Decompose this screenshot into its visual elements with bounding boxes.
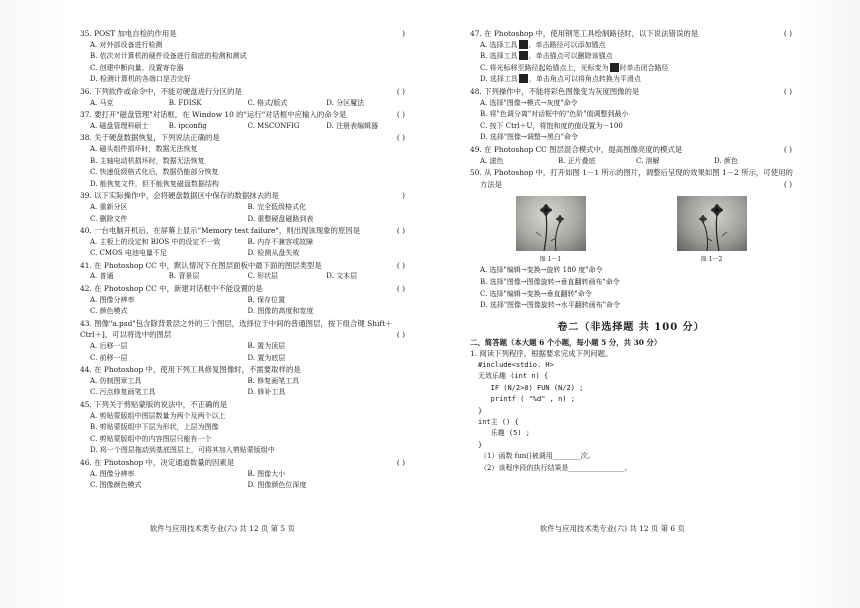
question-40: 40. 一台电脑开机后，在屏幕上显示"Memory test failure"，则出现该现象的原因是 ( ) [80, 226, 405, 236]
option: B. 背景层 [168, 272, 200, 281]
option: A. 对外部设备进行检测 [90, 40, 163, 49]
figure-1-1: 图 1－1 [516, 196, 586, 263]
option: A. 马克 [90, 98, 114, 107]
option: C. 格式/版式 [247, 98, 288, 107]
pen-close-cursor-icon [610, 63, 619, 72]
option: B. 置为顶层 [247, 342, 286, 351]
option: C. CMOS 电池电量不足 [90, 249, 167, 258]
option: A. 滤色 [480, 156, 504, 165]
options-row [80, 469, 405, 481]
option: A. 选择"编辑→变换→旋转 180 度"命令 [480, 266, 603, 275]
option: A. 重新分区 [90, 202, 128, 211]
question-49: 49. 在 Photoshop CC 图层混合模式中，提高图像亮度的模式是 ( ) [470, 144, 792, 154]
options-row [80, 98, 405, 110]
question-50-cont: 方法是 ( ) [480, 179, 792, 189]
question-38: 38. 关于硬盘数据恢复，下列说法正确的是 ( ) [80, 133, 405, 143]
option: A. 剪贴蒙版组中图层数量为两个及两个以上 [90, 411, 226, 420]
part-heading: 二、简答题（本大题 6 个小题，每小题 5 分，共 30 分） [470, 337, 662, 347]
question-45: 45. 下列关于剪贴蒙版的说法中，不正确的是 [80, 400, 228, 409]
option: C. 颜色模式 [90, 307, 128, 316]
option: B. ipconfig [168, 121, 207, 130]
sub-question-2: （2）该程序段的执行结果是________________。 [480, 463, 632, 472]
option: D. 图像颜色位深度 [247, 481, 307, 490]
option: A. 图像分辨率 [90, 295, 135, 304]
option: B. 剪贴蒙版组中下层为形状，上层为图像 [90, 423, 219, 432]
page-footer-right: 软件与应用技术类专业(六) 共 12 页 第 6 页 [540, 524, 685, 533]
options-row [80, 237, 405, 249]
option: C. 按下 Ctrl＋U，将饱和度的值设置为－100 [480, 121, 623, 130]
option: B. 图像大小 [247, 469, 286, 478]
option: C. 剪贴蒙版组中的内容图层只能有一个 [90, 434, 212, 443]
options-row [80, 341, 405, 353]
option: D. 文本层 [326, 272, 358, 281]
code-line: } [478, 406, 483, 415]
options-row [80, 353, 405, 365]
option: D. 修补工具 [247, 388, 286, 397]
option: A. 后移一层 [90, 342, 128, 351]
options-row [80, 271, 405, 283]
options-row [80, 480, 405, 492]
option: D. 重整硬盘磁路到表 [247, 214, 314, 223]
option: A. 选择工具 ，单击路径可以添加锚点 [480, 40, 606, 49]
option: C. 形状层 [247, 272, 279, 281]
sub-question-1: （1）函数 fun()被调用________次。 [480, 452, 595, 461]
options-row [80, 214, 405, 226]
option: C. 删除文件 [90, 214, 128, 223]
question-35: 35. POST 加电自检的作用是 ) [80, 29, 405, 38]
option: D. 选择工具 ，单击角点可以将角点转换为平滑点 [480, 75, 641, 84]
code-line: #include<stdio. H> [478, 360, 554, 369]
option: B. 主轴电动机损坏时，数据无法恢复 [90, 156, 205, 165]
question-41: 41. 在 Photoshop CC 中，默认情况下在图层面板中最下面的图层类型是 ( ) [80, 260, 405, 270]
option: B. 完全低级格式化 [247, 202, 307, 211]
option: D. 注册表编辑器 [326, 121, 379, 130]
code-block [470, 360, 792, 451]
question-39: 39. 以下实际操作中，会将硬盘数据区中保存的数据抹去的是 ) [80, 191, 405, 201]
option: D. 颜色 [714, 156, 738, 165]
option: D. 选择"图像→图像旋转→水平翻转画布"命令 [480, 301, 620, 310]
question-50: 50. 从 Photoshop 中，打开如图 1－1 所示的图片，调整后呈现的效果如图 1－2 所示，可使用的 [470, 168, 793, 178]
option: C. 图像颜色模式 [90, 481, 142, 490]
question-47: 47. 在 Photoshop 中，使用钢笔工具绘制路径时，以下说法错误的是 ( ) [470, 29, 792, 38]
figure-row [470, 196, 792, 263]
options-row [80, 376, 405, 388]
option: B. 选择"图像→图像旋转→垂直翻转画布"命令 [480, 277, 620, 286]
code-line: } [478, 440, 483, 449]
option: C. 将光标移至路径起始锚点上，光标变为 时单击闭合路径 [480, 63, 669, 72]
option: B. 保存位置 [247, 295, 286, 304]
question-48: 48. 下列操作中，不能将彩色图像变为灰度图像的是 ( ) [470, 86, 792, 96]
option: D. 置为底层 [247, 353, 286, 362]
option: D. 图像的高度和宽度 [247, 307, 314, 316]
option: B. 将"色调分离"对话框中的"色阶"值调整到最小 [480, 110, 629, 119]
convert-point-tool-icon [519, 74, 528, 83]
options-row [80, 202, 405, 214]
option: B. 修复画笔工具 [247, 376, 300, 385]
question-43-cont: Ctrl＋]，可以将选中的图层 ( ) [80, 330, 405, 340]
option: C. MSCONFIG [247, 121, 300, 130]
question-43: 43. 图像"a.psd"包含除背景层之外的三个图层，选择位于中间的普通图层，按下组合键 Shift＋ [80, 318, 393, 328]
options-row [80, 248, 405, 260]
page-footer-left: 软件与应用技术类专业(六) 共 12 页 第 5 页 [150, 524, 295, 533]
left-page [80, 28, 405, 492]
question-46: 46. 在 Photoshop 中，决定通道数量的因素是 ( ) [80, 457, 405, 467]
question-42: 42. 在 Photoshop CC 中，新建对话框中不能设置的是 ( ) [80, 284, 405, 294]
option: D. 分区魔法 [326, 98, 365, 107]
short-question-1: 1. 阅读下列程序，根据要求完成下列问题。 [470, 349, 613, 359]
option: A. 磁头组件损坏时，数据无法恢复 [90, 144, 198, 153]
option: C. 创建中断向量、设置寄存器 [90, 63, 184, 72]
option: D. 能恢复文件，但不能恢复磁盘数据结构 [90, 179, 219, 188]
options-row [80, 387, 405, 399]
question-44: 44. 在 Photoshop 中，使用下列工具修复图像时，不需要取样的是 [80, 365, 301, 375]
option: A. 选择"图像→模式→灰度"命令 [480, 98, 578, 107]
option: C. 前移一层 [90, 353, 128, 362]
options-row [80, 306, 405, 318]
delete-anchor-tool-icon [519, 51, 528, 60]
figure-1-2: 图 1－2 [677, 196, 747, 263]
option: D. 选择"图像→调整→黑白"命令 [480, 133, 578, 142]
options-row [80, 121, 405, 133]
option: C. 溶解 [636, 156, 660, 165]
question-37: 37. 要打开"磁盘管理"对话框，在 Window 10 的"运行"对话框中应输入的命令是 ( ) [80, 110, 405, 120]
option: D. 检测从盘失败 [247, 249, 300, 258]
code-line: printf ( "%d" , n) ; [478, 395, 575, 404]
flower-photo-flipped [677, 196, 747, 251]
option: A. 主板上的设定和 BIOS 中的设定不一致 [90, 237, 221, 246]
option: A. 图像分辨率 [90, 469, 135, 478]
question-36: 36. 下列软件或命令中，不能对硬盘进行分区的是 ( ) [80, 86, 405, 96]
options-row [470, 156, 792, 168]
section-title: 卷二（非选择题 共 100 分） [557, 321, 705, 333]
flower-photo [516, 196, 586, 251]
code-line: 无效乐趣 (int n) { [478, 372, 549, 381]
right-page [470, 28, 792, 474]
options-row [80, 295, 405, 307]
option: A. 普通 [90, 272, 114, 281]
option: D. 检测计算机的各端口是否完好 [90, 75, 191, 84]
option: C. 污点修复画笔工具 [90, 388, 156, 397]
code-line: IF (N/2>0) FUN (N/2) ; [478, 383, 584, 392]
option: A. 仿制图章工具 [90, 376, 142, 385]
option: B. 依次对计算机的硬件设备进行彻底的检测和测试 [90, 52, 247, 61]
code-line: 乐趣 (5) ; [478, 429, 530, 438]
code-line: int主 () { [478, 417, 519, 426]
option: C. 选择"编辑→变换→垂直翻转"命令 [480, 289, 592, 298]
option: C. 快速低级格式化后，数据仍能部分恢复 [90, 168, 219, 177]
option: B. 选择工具 ，单击锚点可以删除该锚点 [480, 52, 613, 61]
option: B. 内存不兼容或故障 [247, 237, 314, 246]
option: A. 磁盘管理科硕士 [90, 121, 149, 130]
option: D. 将一个图层拖动到基底图层上，可将其加入剪贴蒙版组中 [90, 446, 275, 455]
option: B. FDISK [168, 98, 202, 107]
add-anchor-tool-icon [519, 40, 528, 49]
option: B. 正片叠底 [558, 156, 596, 165]
